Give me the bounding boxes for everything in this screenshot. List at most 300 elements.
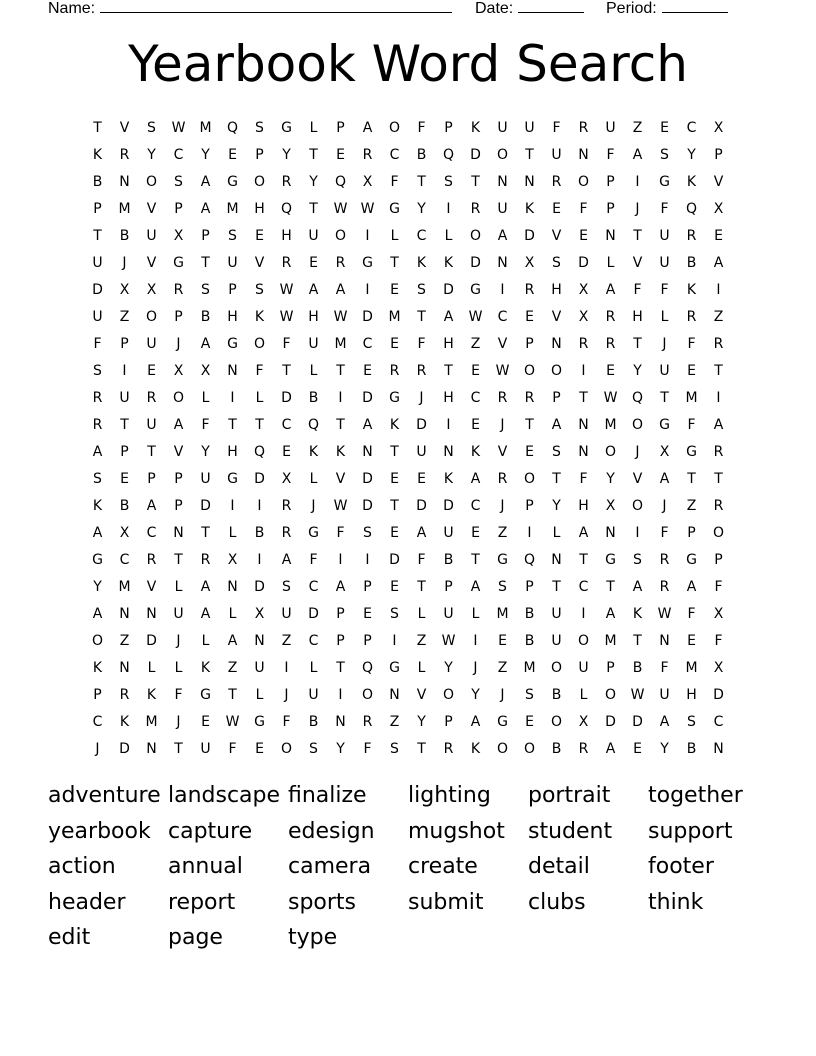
grid-letter[interactable]: E <box>471 362 480 379</box>
grid-letter[interactable]: N <box>146 740 157 757</box>
grid-letter[interactable]: H <box>443 389 454 406</box>
grid-letter[interactable]: D <box>92 281 103 298</box>
grid-letter[interactable]: A <box>551 416 562 433</box>
grid-letter[interactable]: G <box>254 713 265 730</box>
grid-letter[interactable]: M <box>118 578 131 595</box>
grid-letter[interactable]: N <box>551 335 562 352</box>
grid-letter[interactable]: P <box>525 497 534 514</box>
grid-letter[interactable]: U <box>605 119 616 136</box>
grid-letter[interactable]: Y <box>201 443 210 460</box>
grid-letter[interactable]: I <box>230 389 235 406</box>
grid-letter[interactable]: O <box>361 686 374 703</box>
grid-letter[interactable]: O <box>523 740 536 757</box>
grid-letter[interactable]: Z <box>686 497 697 514</box>
grid-letter[interactable]: W <box>603 389 618 406</box>
grid-letter[interactable]: Y <box>93 578 102 595</box>
grid-letter[interactable]: C <box>713 713 724 730</box>
grid-letter[interactable]: O <box>712 524 725 541</box>
grid-letter[interactable]: N <box>119 173 130 190</box>
grid-letter[interactable]: D <box>605 713 616 730</box>
grid-letter[interactable]: D <box>362 308 373 325</box>
grid-letter[interactable]: P <box>525 578 534 595</box>
grid-letter[interactable]: M <box>118 200 131 217</box>
grid-letter[interactable]: C <box>470 389 481 406</box>
grid-letter[interactable]: J <box>635 443 640 460</box>
grid-letter[interactable]: B <box>686 254 697 271</box>
grid-letter[interactable]: L <box>201 389 210 406</box>
grid-letter[interactable]: S <box>687 713 696 730</box>
grid-letter[interactable]: Y <box>444 659 453 676</box>
grid-letter[interactable]: M <box>496 605 509 622</box>
grid-letter[interactable]: H <box>686 686 697 703</box>
grid-letter[interactable]: G <box>227 470 238 487</box>
grid-letter[interactable]: T <box>147 443 156 460</box>
grid-letter[interactable]: E <box>282 443 291 460</box>
grid-letter[interactable]: T <box>579 551 588 568</box>
grid-letter[interactable]: G <box>173 254 184 271</box>
grid-letter[interactable]: A <box>443 308 454 325</box>
grid-letter[interactable]: Y <box>417 713 426 730</box>
grid-letter[interactable]: B <box>92 173 103 190</box>
grid-letter[interactable]: U <box>497 119 508 136</box>
grid-letter[interactable]: C <box>146 524 157 541</box>
grid-letter[interactable]: T <box>336 659 345 676</box>
grid-letter[interactable]: X <box>146 281 157 298</box>
grid-letter[interactable]: K <box>146 686 157 703</box>
grid-letter[interactable]: I <box>716 389 721 406</box>
grid-letter[interactable]: W <box>495 362 510 379</box>
grid-letter[interactable]: O <box>523 362 536 379</box>
grid-letter[interactable]: A <box>362 119 373 136</box>
grid-letter[interactable]: T <box>417 173 426 190</box>
grid-letter[interactable]: T <box>390 497 399 514</box>
grid-letter[interactable]: O <box>91 632 104 649</box>
grid-letter[interactable]: J <box>176 335 181 352</box>
grid-letter[interactable]: D <box>632 713 643 730</box>
grid-letter[interactable]: X <box>713 605 724 622</box>
grid-letter[interactable]: L <box>660 308 669 325</box>
grid-letter[interactable]: A <box>605 281 616 298</box>
grid-letter[interactable]: U <box>551 632 562 649</box>
grid-letter[interactable]: J <box>500 497 505 514</box>
grid-letter[interactable]: A <box>470 578 481 595</box>
grid-letter[interactable]: G <box>308 524 319 541</box>
grid-letter[interactable]: P <box>606 659 615 676</box>
grid-letter[interactable]: I <box>338 389 343 406</box>
grid-letter[interactable]: K <box>686 281 697 298</box>
grid-letter[interactable]: S <box>228 227 237 244</box>
grid-letter[interactable]: S <box>390 605 399 622</box>
grid-letter[interactable]: M <box>199 119 212 136</box>
grid-letter[interactable]: R <box>92 389 103 406</box>
grid-letter[interactable]: Q <box>253 443 266 460</box>
date-field[interactable] <box>475 0 584 19</box>
grid-letter[interactable]: T <box>390 443 399 460</box>
grid-letter[interactable]: X <box>173 362 184 379</box>
grid-letter[interactable]: A <box>632 578 643 595</box>
grid-letter[interactable]: D <box>524 227 535 244</box>
grid-letter[interactable]: M <box>685 659 698 676</box>
grid-letter[interactable]: T <box>174 740 183 757</box>
grid-letter[interactable]: R <box>497 470 508 487</box>
grid-letter[interactable]: A <box>146 497 157 514</box>
grid-letter[interactable]: E <box>147 362 156 379</box>
grid-letter[interactable]: T <box>606 578 615 595</box>
grid-letter[interactable]: T <box>579 389 588 406</box>
grid-letter[interactable]: A <box>200 578 211 595</box>
grid-letter[interactable]: K <box>92 146 103 163</box>
grid-letter[interactable]: P <box>336 632 345 649</box>
grid-letter[interactable]: U <box>551 605 562 622</box>
grid-letter[interactable]: D <box>389 551 400 568</box>
grid-letter[interactable]: K <box>632 605 643 622</box>
grid-letter[interactable]: Z <box>281 632 292 649</box>
grid-letter[interactable]: Q <box>307 416 320 433</box>
grid-letter[interactable]: F <box>579 470 588 487</box>
grid-letter[interactable]: A <box>173 416 184 433</box>
grid-letter[interactable]: A <box>308 281 319 298</box>
grid-letter[interactable]: B <box>119 227 130 244</box>
grid-letter[interactable]: R <box>605 335 616 352</box>
grid-letter[interactable]: J <box>95 740 100 757</box>
grid-letter[interactable]: P <box>336 119 345 136</box>
grid-letter[interactable]: P <box>228 281 237 298</box>
grid-letter[interactable]: I <box>473 632 478 649</box>
grid-letter[interactable]: H <box>227 443 238 460</box>
grid-letter[interactable]: V <box>335 470 346 487</box>
grid-letter[interactable]: E <box>390 524 399 541</box>
grid-letter[interactable]: T <box>633 227 642 244</box>
grid-letter[interactable]: F <box>201 416 210 433</box>
grid-letter[interactable]: Y <box>336 740 345 757</box>
grid-letter[interactable]: M <box>226 200 239 217</box>
grid-letter[interactable]: I <box>365 551 370 568</box>
grid-letter[interactable]: L <box>579 686 588 703</box>
grid-letter[interactable]: O <box>280 740 293 757</box>
grid-letter[interactable]: F <box>687 605 696 622</box>
grid-letter[interactable]: R <box>146 551 157 568</box>
grid-letter[interactable]: L <box>606 254 615 271</box>
grid-letter[interactable]: X <box>713 200 724 217</box>
grid-letter[interactable]: Q <box>442 146 455 163</box>
grid-letter[interactable]: N <box>227 362 238 379</box>
grid-letter[interactable]: I <box>635 524 640 541</box>
grid-letter[interactable]: O <box>631 497 644 514</box>
grid-letter[interactable]: X <box>200 362 211 379</box>
grid-letter[interactable]: M <box>334 335 347 352</box>
grid-letter[interactable]: R <box>605 308 616 325</box>
grid-letter[interactable]: L <box>228 524 237 541</box>
grid-letter[interactable]: U <box>200 740 211 757</box>
grid-letter[interactable]: F <box>255 362 264 379</box>
grid-letter[interactable]: E <box>606 362 615 379</box>
grid-letter[interactable]: A <box>659 713 670 730</box>
grid-letter[interactable]: X <box>713 119 724 136</box>
grid-letter[interactable]: Q <box>334 173 347 190</box>
grid-letter[interactable]: J <box>311 497 316 514</box>
grid-letter[interactable]: R <box>119 686 130 703</box>
grid-letter[interactable]: T <box>417 740 426 757</box>
grid-letter[interactable]: G <box>470 281 481 298</box>
grid-letter[interactable]: Q <box>685 200 698 217</box>
grid-letter[interactable]: R <box>281 254 292 271</box>
grid-letter[interactable]: H <box>443 335 454 352</box>
grid-letter[interactable]: S <box>282 578 291 595</box>
grid-letter[interactable]: E <box>417 470 426 487</box>
grid-letter[interactable]: F <box>363 740 372 757</box>
date-blank[interactable] <box>518 0 584 13</box>
name-blank[interactable] <box>100 0 452 13</box>
grid-letter[interactable]: Z <box>713 308 724 325</box>
grid-letter[interactable]: P <box>93 686 102 703</box>
grid-letter[interactable]: R <box>524 281 535 298</box>
grid-letter[interactable]: U <box>443 605 454 622</box>
grid-letter[interactable]: K <box>470 740 481 757</box>
grid-letter[interactable]: W <box>171 119 186 136</box>
grid-letter[interactable]: K <box>92 497 103 514</box>
grid-letter[interactable]: W <box>333 308 348 325</box>
grid-letter[interactable]: G <box>497 713 508 730</box>
grid-letter[interactable]: S <box>93 362 102 379</box>
grid-letter[interactable]: E <box>687 362 696 379</box>
grid-letter[interactable]: I <box>527 524 532 541</box>
grid-letter[interactable]: C <box>416 227 427 244</box>
grid-letter[interactable]: S <box>552 443 561 460</box>
grid-letter[interactable]: Q <box>631 389 644 406</box>
grid-letter[interactable]: J <box>176 713 181 730</box>
grid-letter[interactable]: L <box>309 659 318 676</box>
grid-letter[interactable]: J <box>662 497 667 514</box>
grid-letter[interactable]: A <box>713 416 724 433</box>
grid-letter[interactable]: P <box>363 578 372 595</box>
grid-letter[interactable]: S <box>525 686 534 703</box>
grid-letter[interactable]: B <box>254 524 265 541</box>
grid-letter[interactable]: R <box>686 308 697 325</box>
grid-letter[interactable]: E <box>390 335 399 352</box>
grid-letter[interactable]: D <box>470 254 481 271</box>
grid-letter[interactable]: D <box>578 254 589 271</box>
grid-letter[interactable]: S <box>633 551 642 568</box>
grid-letter[interactable]: I <box>635 173 640 190</box>
grid-letter[interactable]: N <box>497 173 508 190</box>
grid-letter[interactable]: R <box>470 200 481 217</box>
grid-letter[interactable]: C <box>497 308 508 325</box>
grid-letter[interactable]: L <box>201 632 210 649</box>
grid-letter[interactable]: Z <box>227 659 238 676</box>
grid-letter[interactable]: B <box>524 605 535 622</box>
grid-letter[interactable]: S <box>255 281 264 298</box>
grid-letter[interactable]: N <box>119 659 130 676</box>
grid-letter[interactable]: A <box>659 470 670 487</box>
grid-letter[interactable]: W <box>333 200 348 217</box>
grid-letter[interactable]: T <box>417 578 426 595</box>
grid-letter[interactable]: O <box>550 659 563 676</box>
grid-letter[interactable]: I <box>365 227 370 244</box>
grid-letter[interactable]: F <box>309 551 318 568</box>
grid-letter[interactable]: V <box>146 254 157 271</box>
grid-letter[interactable]: U <box>659 362 670 379</box>
grid-letter[interactable]: R <box>713 443 724 460</box>
grid-letter[interactable]: Y <box>687 146 696 163</box>
grid-letter[interactable]: H <box>578 497 589 514</box>
grid-letter[interactable]: V <box>551 227 562 244</box>
grid-letter[interactable]: T <box>309 200 318 217</box>
grid-letter[interactable]: S <box>255 119 264 136</box>
grid-letter[interactable]: E <box>525 308 534 325</box>
grid-letter[interactable]: I <box>338 551 343 568</box>
grid-letter[interactable]: K <box>470 119 481 136</box>
grid-letter[interactable]: P <box>714 551 723 568</box>
grid-letter[interactable]: R <box>578 740 589 757</box>
grid-letter[interactable]: E <box>552 200 561 217</box>
grid-letter[interactable]: I <box>716 281 721 298</box>
grid-letter[interactable]: U <box>659 686 670 703</box>
grid-letter[interactable]: D <box>362 497 373 514</box>
grid-letter[interactable]: E <box>471 524 480 541</box>
name-field[interactable] <box>48 0 452 19</box>
grid-letter[interactable]: E <box>471 416 480 433</box>
grid-letter[interactable]: K <box>389 416 400 433</box>
grid-letter[interactable]: M <box>604 632 617 649</box>
grid-letter[interactable]: J <box>419 389 424 406</box>
grid-letter[interactable]: C <box>308 632 319 649</box>
grid-letter[interactable]: Z <box>389 713 400 730</box>
grid-letter[interactable]: Q <box>361 659 374 676</box>
grid-letter[interactable]: L <box>552 524 561 541</box>
grid-letter[interactable]: P <box>93 200 102 217</box>
grid-letter[interactable]: T <box>471 551 480 568</box>
grid-letter[interactable]: X <box>659 443 670 460</box>
grid-letter[interactable]: A <box>92 524 103 541</box>
grid-letter[interactable]: F <box>660 200 669 217</box>
grid-letter[interactable]: T <box>633 335 642 352</box>
grid-letter[interactable]: E <box>255 227 264 244</box>
grid-letter[interactable]: T <box>255 416 264 433</box>
grid-letter[interactable]: I <box>365 281 370 298</box>
grid-letter[interactable]: R <box>578 119 589 136</box>
grid-letter[interactable]: N <box>578 443 589 460</box>
grid-letter[interactable]: U <box>578 659 589 676</box>
grid-letter[interactable]: T <box>417 308 426 325</box>
grid-letter[interactable]: D <box>470 146 481 163</box>
grid-letter[interactable]: P <box>363 632 372 649</box>
grid-letter[interactable]: R <box>281 524 292 541</box>
grid-letter[interactable]: N <box>119 605 130 622</box>
grid-letter[interactable]: Z <box>632 119 643 136</box>
grid-letter[interactable]: C <box>92 713 103 730</box>
grid-letter[interactable]: O <box>442 686 455 703</box>
grid-letter[interactable]: F <box>93 335 102 352</box>
grid-letter[interactable]: A <box>470 470 481 487</box>
grid-letter[interactable]: N <box>524 173 535 190</box>
grid-letter[interactable]: U <box>659 254 670 271</box>
grid-letter[interactable]: R <box>497 389 508 406</box>
grid-letter[interactable]: E <box>525 713 534 730</box>
grid-letter[interactable]: D <box>281 389 292 406</box>
grid-letter[interactable]: B <box>686 740 697 757</box>
grid-letter[interactable]: F <box>687 416 696 433</box>
grid-letter[interactable]: Q <box>523 551 536 568</box>
grid-letter[interactable]: L <box>255 389 264 406</box>
grid-letter[interactable]: S <box>390 740 399 757</box>
grid-letter[interactable]: S <box>147 119 156 136</box>
grid-letter[interactable]: T <box>120 416 129 433</box>
grid-letter[interactable]: C <box>308 578 319 595</box>
grid-letter[interactable]: D <box>416 416 427 433</box>
grid-letter[interactable]: N <box>146 605 157 622</box>
grid-letter[interactable]: T <box>471 173 480 190</box>
grid-letter[interactable]: K <box>470 443 481 460</box>
grid-letter[interactable]: D <box>416 497 427 514</box>
grid-letter[interactable]: W <box>360 200 375 217</box>
grid-letter[interactable]: A <box>362 416 373 433</box>
grid-letter[interactable]: F <box>282 335 291 352</box>
grid-letter[interactable]: Y <box>309 173 318 190</box>
grid-letter[interactable]: P <box>201 227 210 244</box>
grid-letter[interactable]: D <box>443 281 454 298</box>
grid-letter[interactable]: B <box>119 497 130 514</box>
grid-letter[interactable]: L <box>417 659 426 676</box>
grid-letter[interactable]: F <box>552 119 561 136</box>
grid-letter[interactable]: H <box>254 200 265 217</box>
grid-letter[interactable]: K <box>92 659 103 676</box>
grid-letter[interactable]: K <box>308 443 319 460</box>
grid-letter[interactable]: P <box>174 497 183 514</box>
grid-letter[interactable]: W <box>630 686 645 703</box>
grid-letter[interactable]: F <box>687 335 696 352</box>
grid-letter[interactable]: T <box>552 470 561 487</box>
grid-letter[interactable]: P <box>444 578 453 595</box>
grid-letter[interactable]: P <box>444 119 453 136</box>
grid-letter[interactable]: O <box>253 335 266 352</box>
grid-letter[interactable]: T <box>525 146 534 163</box>
grid-letter[interactable]: T <box>687 470 696 487</box>
grid-letter[interactable]: I <box>446 416 451 433</box>
grid-letter[interactable]: U <box>497 200 508 217</box>
grid-letter[interactable]: H <box>281 227 292 244</box>
grid-letter[interactable]: G <box>686 551 697 568</box>
grid-letter[interactable]: A <box>605 605 616 622</box>
grid-letter[interactable]: V <box>497 335 508 352</box>
grid-letter[interactable]: J <box>662 335 667 352</box>
grid-letter[interactable]: F <box>660 281 669 298</box>
grid-letter[interactable]: V <box>146 578 157 595</box>
grid-letter[interactable]: S <box>174 173 183 190</box>
grid-letter[interactable]: Y <box>201 146 210 163</box>
grid-letter[interactable]: P <box>174 200 183 217</box>
grid-letter[interactable]: V <box>632 470 643 487</box>
grid-letter[interactable]: A <box>92 443 103 460</box>
grid-letter[interactable]: J <box>500 686 505 703</box>
grid-letter[interactable]: R <box>362 713 373 730</box>
grid-letter[interactable]: O <box>577 173 590 190</box>
grid-letter[interactable]: A <box>470 713 481 730</box>
grid-letter[interactable]: K <box>254 308 265 325</box>
grid-letter[interactable]: X <box>227 551 238 568</box>
grid-letter[interactable]: U <box>416 443 427 460</box>
grid-letter[interactable]: F <box>390 173 399 190</box>
grid-letter[interactable]: E <box>579 227 588 244</box>
grid-letter[interactable]: U <box>92 308 103 325</box>
grid-letter[interactable]: O <box>496 146 509 163</box>
grid-letter[interactable]: O <box>550 713 563 730</box>
grid-letter[interactable]: K <box>524 200 535 217</box>
grid-letter[interactable]: J <box>635 200 640 217</box>
grid-letter[interactable]: C <box>281 416 292 433</box>
grid-letter[interactable]: Y <box>660 740 669 757</box>
grid-letter[interactable]: U <box>146 335 157 352</box>
grid-letter[interactable]: F <box>606 146 615 163</box>
